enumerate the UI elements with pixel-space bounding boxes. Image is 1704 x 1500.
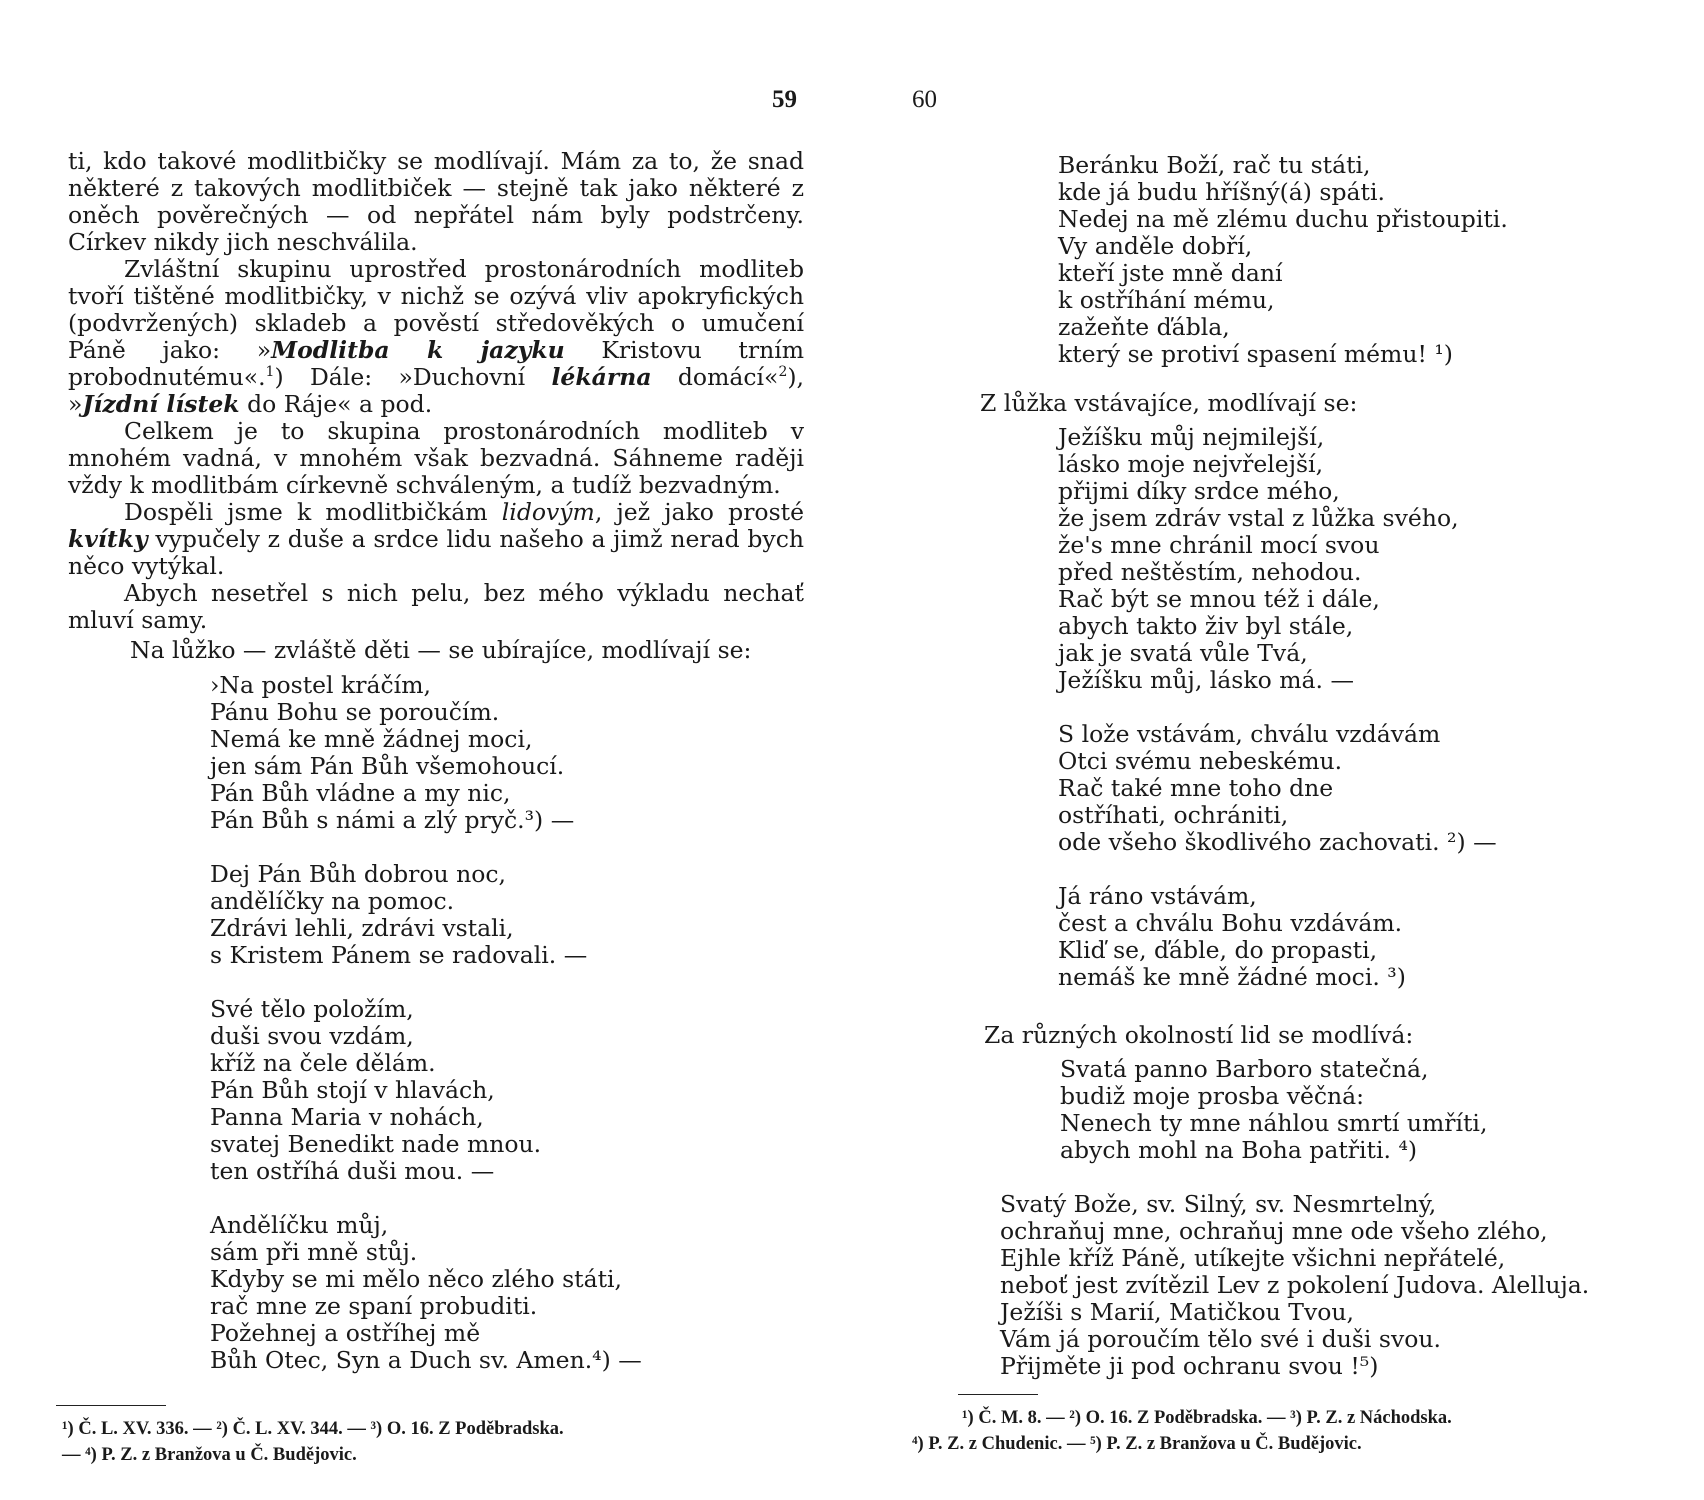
verse-line: Pán Bůh stojí v hlavách, [210,1076,495,1104]
verse-line: kříž na čele dělám. [210,1049,436,1077]
paragraph: Abych nesetřel s nich pelu, bez mého výkladu nechať mluví samy. [68,579,804,634]
verse-block [1058,152,1508,368]
verse-line: Ježíši s Marií, Matičkou Tvou, [1000,1298,1354,1326]
verse-line: Panna Maria v nohách, [210,1103,484,1131]
verse-line: kteří jste mně daní [1058,259,1283,287]
paragraph: Celkem je to skupina prostonárodních modliteb v mnohém vadná, v mnohém však bezvadná. Sáhneme raději vždy k modlitbám církevně schváleným, a tudíž bezvadným. [68,417,804,499]
verse-line: Požehnej a ostříhej mě [210,1319,481,1347]
text-run: Kristovu trním probodnutému«. [68,336,805,391]
verse-line: lásko moje nejvřelejší, [1058,450,1324,478]
footnotes [912,1405,1452,1457]
text-run: Zvláštní skupinu uprostřed prostonárodních modliteb tvoří tištěné modlitbičky, v nichž se ozývá vliv apokryfických (podvržených) skladeb a pověstí středověkých o umučení Páně jako: » [68,255,804,364]
page-number: 59 [772,86,797,113]
verse-line: Pán Bůh s námi a zlý pryč.³) — [210,806,575,834]
verse-line: Nedej na mě zlému duchu přistoupiti. [1058,205,1508,233]
verse-line: Ježíšku můj nejmilejší, [1058,423,1325,451]
verse-block [1060,1056,1487,1164]
right-page [852,0,1704,1500]
verse-line: duši svou vzdám, [210,1022,414,1050]
verse-line: jen sám Pán Bůh všemohoucí. [210,752,565,780]
verse-block [210,672,642,1374]
footnote-line: — ⁴) P. Z. z Branžova u Č. Budějovic. [62,1445,357,1465]
emphasis: Modlitba k jazyku [271,336,565,364]
verse-line: Zdrávi lehli, zdrávi vstali, [210,914,514,942]
verse-line: Beránku Boží, rač tu státi, [1058,151,1371,179]
verse-line: Pán Bůh vládne a my nic, [210,779,511,807]
verse-line: budiž moje prosba věčná: [1060,1082,1365,1110]
verse-line: Dej Pán Bůh dobrou noc, [210,860,507,888]
verse-line: Ejhle kříž Páně, utíkejte všichni nepřátelé, [1000,1244,1506,1272]
verse-line: Pánu Bohu se poroučím. [210,698,500,726]
text-run: do Ráje« a pod. [239,390,433,418]
text-run: domácí« [651,363,779,391]
verse-line: ten ostříhá duši mou. — [210,1157,495,1185]
verse-line: S lože vstávám, chválu vzdávám [1058,720,1441,748]
verse-line: že's mne chránil mocí svou [1058,531,1380,559]
verse-line: Vám já poroučím tělo své i duši svou. [1000,1325,1441,1353]
verse-line: Svatý Bože, sv. Silný, sv. Nesmrtelný, [1000,1190,1437,1218]
text-run: , jež jako prosté [594,498,804,526]
verse-line: ›Na postel kráčím, [210,671,431,699]
verse-line: zažeňte ďábla, [1058,313,1230,341]
verse-line: že jsem zdráv vstal z lůžka svého, [1058,504,1459,532]
verse-line: přijmi díky srdce mého, [1058,477,1340,505]
text-run: ) Dále: »Duchovní [274,363,552,391]
verse-line: sám při mně stůj. [210,1238,418,1266]
verse-line: Nenech ty mne náhlou smrtí umříti, [1060,1109,1488,1137]
verse-intro: Z lůžka vstávajíce, modlívají se: [980,389,1358,417]
verse-line: rač mne ze spaní probuditi. [210,1292,538,1320]
verse-line: nemáš ke mně žádné moci. ³) [1058,963,1406,991]
verse-line: andělíčky na pomoc. [210,887,455,915]
text-run: vypučely z duše a srdce lidu našeho a jimž nerad bych něco vytýkal. [68,525,804,580]
verse-line: Já ráno vstávám, [1058,882,1257,910]
verse-line: abych takto živ byl stále, [1058,612,1354,640]
emphasis: Jízdní lístek [82,390,240,418]
verse-line: Kdyby se mi mělo něco zlého státi, [210,1265,623,1293]
verse-line: kde já budu hříšný(á) spáti. [1058,178,1385,206]
verse-line: Vy anděle dobří, [1058,232,1253,260]
verse-line: ostříhati, ochrániti, [1058,801,1289,829]
footnote-ref: 2 [778,364,788,381]
verse-line: Přijměte ji pod ochranu svou !⁵) [1000,1352,1379,1380]
verse-line: Rač také mne toho dne [1058,774,1334,802]
paragraph [68,499,804,580]
emphasis: lékárna [551,363,652,391]
footnote-line: ⁴) P. Z. z Chudenic. — ⁵) P. Z. z Branžova u Č. Budějovic. [912,1434,1362,1454]
verse-line: s Kristem Pánem se radovali. — [210,941,588,969]
emphasis: lidovým [501,498,595,526]
verse-line: Kliď se, ďáble, do propasti, [1058,936,1378,964]
verse-line: Andělíčku můj, [210,1211,389,1239]
verse-line: před neštěstím, nehodou. [1058,558,1362,586]
page-number: 60 [912,86,937,113]
verse-line: k ostříhání mému, [1058,286,1275,314]
verse-intro: Za různých okolností lid se modlívá: [984,1021,1414,1049]
text-run: Dospěli jsme k modlitbičkám [124,498,502,526]
footnote-rule [56,1405,166,1406]
verse-line: ode všeho škodlivého zachovati. ²) — [1058,828,1497,856]
footnote-rule [958,1394,1038,1395]
footnote-line: ¹) Č. M. 8. — ²) O. 16. Z Poděbradska. — ³) P. Z. z Náchodska. [962,1408,1452,1428]
verse-block [1000,1191,1589,1380]
verse-line: Bůh Otec, Syn a Duch sv. Amen.⁴) — [210,1346,642,1374]
verse-line: který se protiví spasení mému! ¹) [1058,340,1453,368]
prose-block [68,148,804,634]
verse-line: Rač být se mnou též i dále, [1058,585,1380,613]
verse-line: Ježíšku můj, lásko má. — [1058,666,1354,694]
paragraph: ti, kdo takové modlitbičky se modlívají. Mám za to, že snad některé z takových modlitbiček — stejně tak jako některé z oněch pověrečných — od nepřátel nám byly podstrčeny. Církev nikdy jich neschválila. [68,147,804,256]
footnotes [62,1416,564,1468]
text-run: ), » [68,363,804,418]
verse-line: Svatá panno Barboro statečná, [1060,1055,1429,1083]
footnote-line: ¹) Č. L. XV. 336. — ²) Č. L. XV. 344. — ³) O. 16. Z Poděbradska. [62,1419,564,1439]
verse-line: abych mohl na Boha patřiti. ⁴) [1060,1136,1418,1164]
verse-intro: Na lůžko — zvláště děti — se ubírajíce, modlívají se: [130,636,752,664]
emphasis: kvítky [68,525,148,553]
verse-block [1058,424,1497,991]
verse-line: Otci svému nebeskému. [1058,747,1343,775]
verse-line: Nemá ke mně žádnej moci, [210,725,533,753]
verse-line: neboť jest zvítězil Lev z pokolení Judova. Alelluja. [1000,1271,1590,1299]
footnote-ref: 1 [265,364,275,381]
verse-line: čest a chválu Bohu vzdávám. [1058,909,1403,937]
verse-line: svatej Benedikt nade mnou. [210,1130,542,1158]
paragraph [68,256,804,418]
verse-line: Své tělo položím, [210,995,414,1023]
verse-line: jak je svatá vůle Tvá, [1058,639,1308,667]
verse-line: ochraňuj mne, ochraňuj mne ode všeho zlého, [1000,1217,1548,1245]
